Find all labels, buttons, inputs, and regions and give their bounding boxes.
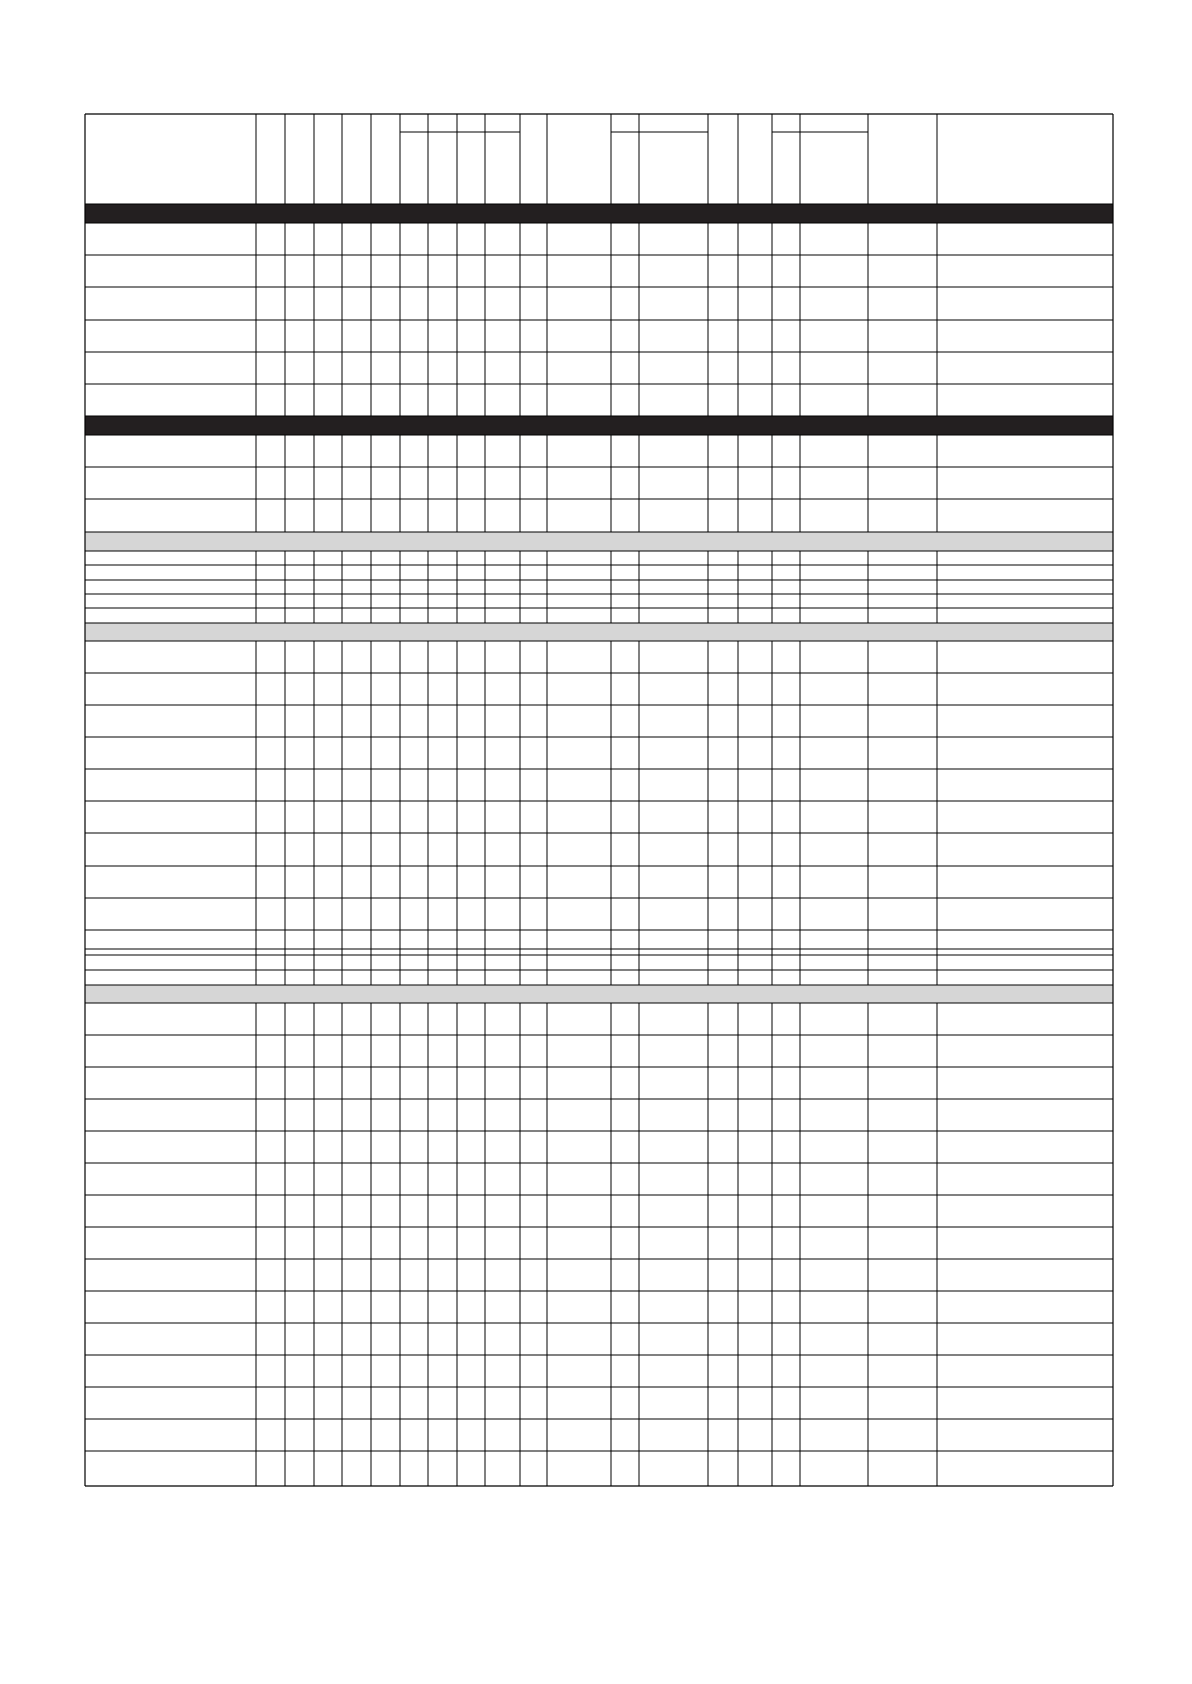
grid-lines (85, 114, 1113, 1486)
section-bar-light (85, 623, 1113, 641)
section-bar-dark (85, 416, 1113, 435)
section-bar-dark (85, 204, 1113, 223)
section-bar-light (85, 985, 1113, 1003)
section-bars (85, 204, 1113, 1003)
section-bar-light (85, 532, 1113, 551)
